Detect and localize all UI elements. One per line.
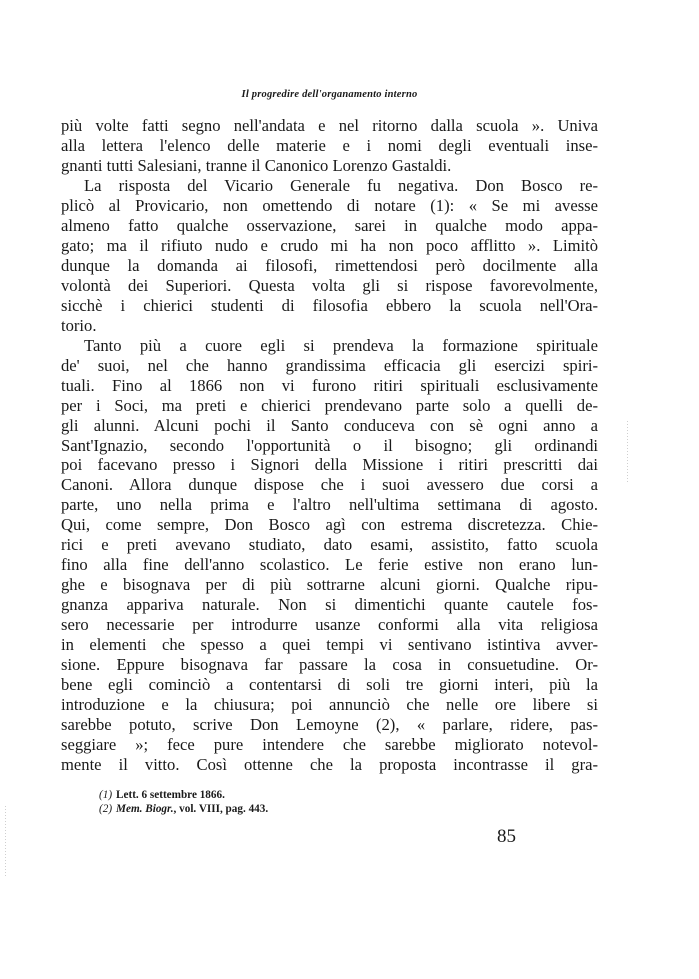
footnote-title: Mem. Biogr. — [116, 803, 174, 815]
text-line: dunque la domanda ai filosofi, rimettendosi però docilmente alla — [61, 255, 598, 275]
text-line: Canoni. Allora dunque dispose che i suoi avessero due corsi a — [61, 475, 598, 495]
text-line: sione. Eppure bisognava far passare la cosa in consuetudine. Or- — [61, 655, 598, 675]
text-line: seggiare »; fece pure intendere che sarebbe migliorato notevol- — [61, 735, 598, 755]
text-line: volontà dei Superiori. Questa volta gli si rispose favorevolmente, — [61, 275, 598, 295]
scan-artifact — [627, 421, 628, 483]
page-number: 85 — [497, 826, 516, 847]
text-line: ghe e bisognava per di più sottrarne alcuni giorni. Qualche ripu- — [61, 575, 598, 595]
text-line: gli alunni. Alcuni pochi il Santo conduceva con sè ogni anno a — [61, 415, 598, 435]
text-line: fino alla fine dell'anno scolastico. Le ferie estive non erano lun- — [61, 555, 598, 575]
footnote-text: , vol. VIII, pag. 443. — [173, 803, 269, 815]
text-line: torio. — [61, 315, 97, 335]
text-line: alla lettera l'elenco delle materie e i nomi degli eventuali inse- — [61, 135, 598, 155]
text-line: rici e preti avevano studiato, dato esami, assistito, fatto scuola — [61, 535, 598, 555]
text-line: più volte fatti segno nell'andata e nel ritorno dalla scuola ». Univa — [61, 116, 598, 135]
text-line: plicò al Provicario, non omettendo di notare (1): « Se mi avesse — [61, 195, 598, 215]
text-line: introduzione e la chiusura; poi annunciò che nelle ore libere si — [61, 695, 598, 715]
text-line: sarebbe potuto, scrive Don Lemoyne (2), « parlare, ridere, pas- — [61, 715, 598, 735]
text-line: Tanto più a cuore egli si prendeva la formazione spirituale — [84, 335, 598, 355]
text-line: La risposta del Vicario Generale fu negativa. Don Bosco re- — [84, 175, 598, 195]
text-line: tuali. Fino al 1866 non vi furono ritiri spirituali esclusivamente — [61, 375, 598, 395]
text-line: gato; ma il rifiuto nudo e crudo mi ha non poco afflitto ». Limitò — [61, 235, 598, 255]
text-line: Sant'Ignazio, secondo l'opportunità o il bisogno; gli ordinandi — [61, 435, 598, 455]
text-line: sero necessarie per introdurre usanze conformi alla vita religiosa — [61, 615, 598, 635]
text-line: almeno fatto qualche osservazione, sarei in qualche modo appa- — [61, 215, 598, 235]
footnotes — [99, 788, 268, 816]
footnote-2 — [99, 802, 268, 816]
running-head: Il progredire dell'organamento interno — [241, 89, 418, 100]
text-line: gnanza appariva naturale. Non si dimentichi quante cautele fos- — [61, 595, 598, 615]
text-line: mente il vitto. Così ottenne che la proposta incontrasse il gra- — [61, 755, 598, 774]
body-text — [61, 116, 598, 775]
text-line: poi facevano presso i Signori della Missione i ritiri prescritti dai — [61, 455, 598, 475]
text-line: parte, uno nella prima e l'altro nell'ultima settimana di agosto. — [61, 495, 598, 515]
footnote-1 — [99, 788, 268, 802]
text-line: de' suoi, nel che hanno grandissima efficacia gli esercizi spiri- — [61, 355, 598, 375]
scan-artifact — [5, 806, 6, 876]
footnote-text: Lett. 6 settembre 1866. — [116, 789, 225, 801]
footnote-number: (1) — [99, 789, 113, 801]
text-line: per i Soci, ma preti e chierici prendevano parte solo a quelli de- — [61, 395, 598, 415]
text-line: in elementi che spesso a quei tempi vi sentivano istintiva avver- — [61, 635, 598, 655]
text-line: bene egli cominciò a contentarsi di soli tre giorni interi, più la — [61, 675, 598, 695]
text-line: gnanti tutti Salesiani, tranne il Canonico Lorenzo Gastaldi. — [61, 155, 452, 175]
footnote-number: (2) — [99, 803, 113, 815]
text-line: sicchè i chierici studenti di filosofia ebbero la scuola nell'Ora- — [61, 295, 598, 315]
text-line: Qui, come sempre, Don Bosco agì con estrema discretezza. Chie- — [61, 515, 598, 535]
